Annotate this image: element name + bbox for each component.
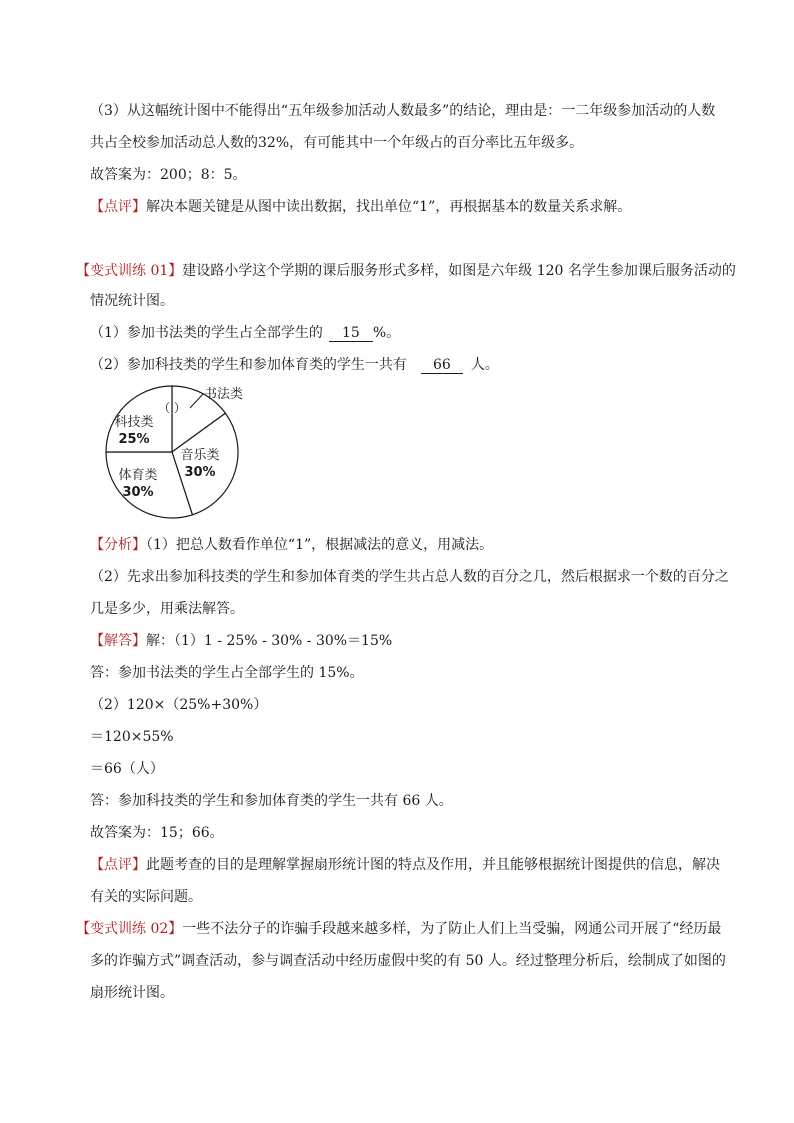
variant2-text: 一些不法分子的诈骗手段越来越多样，为了防止人们上当受骗，网通公司开展了“经历最 bbox=[182, 921, 722, 937]
analysis-line-3: 几是多少，用乘法解答。 bbox=[90, 601, 244, 617]
label-music: 音乐类 bbox=[180, 448, 220, 463]
variant2-line-3: 扇形统计图。 bbox=[90, 985, 174, 1001]
label-tech: 科技类 bbox=[114, 415, 154, 430]
intro-answer: 故答案为：200；8：5。 bbox=[90, 167, 247, 183]
label-calligraphy: 书法类 bbox=[204, 387, 244, 402]
solution-line-1 bbox=[90, 631, 392, 651]
comment-line-2: 有关的实际问题。 bbox=[90, 889, 202, 905]
value-music: 30% bbox=[184, 465, 216, 480]
analysis-text: （1）把总人数看作单位“1”，根据减法的意义，用减法。 bbox=[146, 537, 494, 553]
comment-line-1 bbox=[90, 855, 720, 875]
variant1-heading bbox=[76, 261, 736, 281]
q1-text: （1）参加书法类的学生占全部学生的 bbox=[90, 325, 323, 341]
comment-tag: 【点评】 bbox=[90, 199, 146, 215]
pie-chart bbox=[86, 384, 258, 520]
final-answer: 故答案为：15；66。 bbox=[90, 825, 224, 841]
analysis-tag: 【分析】 bbox=[90, 537, 146, 553]
q2-text: （2）参加科技类的学生和参加体育类的学生一共有 bbox=[90, 357, 407, 373]
q2-unit: 人。 bbox=[470, 357, 499, 373]
comment-text-2: 此题考查的目的是理解掌握扇形统计图的特点及作用，并且能够根据统计图提供的信息，解决 bbox=[146, 857, 720, 873]
step-1: （2）120×（25%+30%） bbox=[90, 697, 268, 713]
intro-line-1: （3）从这幅统计图中不能得出“五年级参加活动人数最多”的结论，理由是：一二年级参加活动的人数 bbox=[90, 103, 716, 119]
comment-text: 解决本题关键是从图中读出数据，找出单位“1”，再根据基本的数量关系求解。 bbox=[146, 199, 632, 215]
step-3: ＝66（人） bbox=[90, 761, 164, 777]
value-tech: 25% bbox=[118, 432, 150, 447]
step-2: ＝120×55% bbox=[90, 729, 174, 745]
intro-line-2: 共占全校参加活动总人数的32%，有可能其中一个年级占的百分率比五年级多。 bbox=[90, 135, 584, 151]
label-sports: 体育类 bbox=[118, 468, 158, 483]
value-sports: 30% bbox=[122, 485, 154, 500]
answer-1: 答：参加书法类的学生占全部学生的 15%。 bbox=[90, 665, 364, 681]
q2-blank: 66 bbox=[421, 357, 463, 374]
solution-text: 解：（1）1 - 25% - 30% - 30%＝15% bbox=[146, 633, 393, 649]
analysis-line-1 bbox=[90, 535, 493, 555]
solution-tag: 【解答】 bbox=[90, 633, 146, 649]
variant1-text: 建设路小学这个学期的课后服务形式多样，如图是六年级 120 名学生参加课后服务活动的 bbox=[182, 263, 736, 279]
comment-tag-2: 【点评】 bbox=[90, 857, 146, 873]
variant2-heading bbox=[76, 919, 721, 939]
answer-2: 答：参加科技类的学生和参加体育类的学生一共有 66 人。 bbox=[90, 793, 453, 809]
question-2 bbox=[90, 355, 499, 375]
variant1-line-2: 情况统计图。 bbox=[90, 293, 174, 309]
variant2-line-2: 多的诈骗方式”调查活动，参与调查活动中经历虚假中奖的有 50 人。经过整理分析后，绘制成了如图的 bbox=[90, 953, 726, 969]
question-1 bbox=[90, 323, 400, 343]
analysis-line-2: （2）先求出参加科技类的学生和参加体育类的学生共占总人数的百分之几，然后根据求一个数的百分之 bbox=[90, 569, 729, 585]
intro-comment bbox=[90, 197, 631, 217]
q1-blank: 15 bbox=[329, 325, 373, 342]
variant2-tag: 【变式训练 02】 bbox=[76, 921, 183, 937]
q1-unit: %。 bbox=[372, 325, 401, 341]
value-calligraphy: （ ） bbox=[158, 401, 186, 415]
variant1-tag: 【变式训练 01】 bbox=[76, 263, 183, 279]
